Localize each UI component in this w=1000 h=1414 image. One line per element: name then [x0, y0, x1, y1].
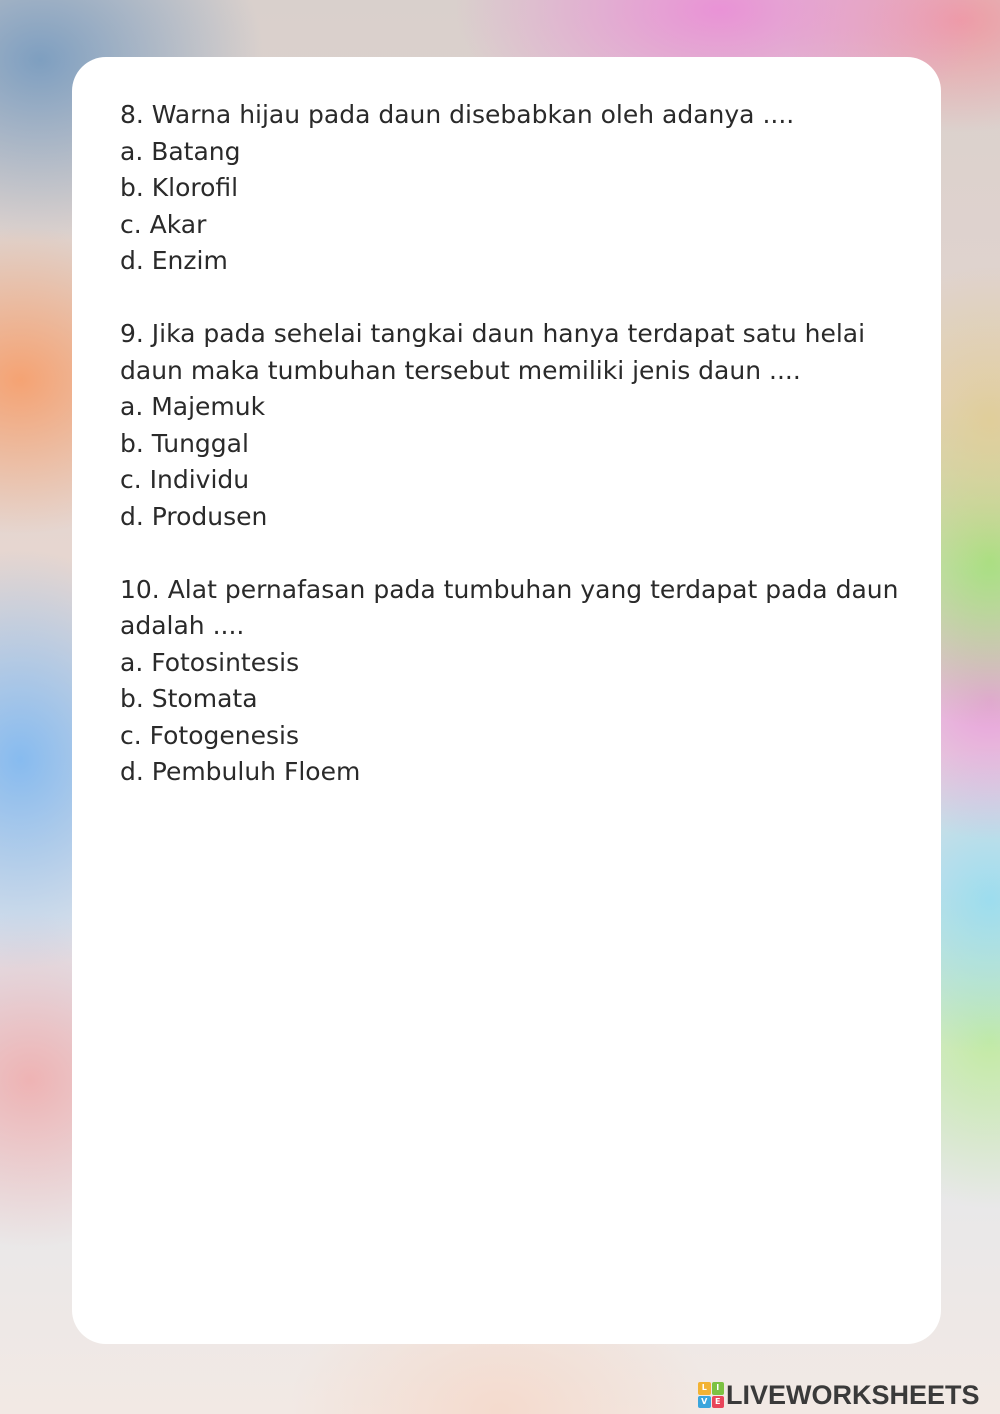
question-10-option-a: a. Fotosintesis [120, 647, 300, 677]
question-10-option-c: c. Fotogenesis [120, 720, 299, 750]
liveworksheets-logo-icon [698, 1382, 724, 1408]
question-8 [120, 97, 910, 280]
question-9-text: 9. Jika pada sehelai tangkai daun hanya terdapat satu helai daun maka tumbuhan tersebut memiliki jenis daun .... [120, 319, 866, 385]
question-8-option-c: c. Akar [120, 209, 207, 239]
logo-letter-l: L [698, 1382, 711, 1395]
logo-letter-i: I [712, 1382, 725, 1395]
question-10-text: 10. Alat pernafasan pada tumbuhan yang terdapat pada daun adalah .... [120, 574, 899, 640]
liveworksheets-brand [698, 1380, 980, 1410]
question-9-option-b: b. Tunggal [120, 428, 249, 458]
liveworksheets-wordmark: LIVEWORKSHEETS [726, 1379, 980, 1410]
question-10-option-d: d. Pembuluh Floem [120, 757, 361, 786]
question-8-option-b: b. Klorofil [120, 173, 239, 202]
question-list [120, 97, 910, 827]
question-9-option-a: a. Majemuk [120, 392, 266, 421]
question-8-option-a: a. Batang [120, 136, 241, 166]
question-8-text: 8. Warna hijau pada daun disebabkan oleh adanya .... [120, 100, 795, 129]
question-9 [120, 316, 910, 535]
logo-letter-e: E [712, 1396, 725, 1409]
question-9-option-c: c. Individu [120, 465, 250, 494]
question-10 [120, 572, 910, 791]
question-9-option-d: d. Produsen [120, 501, 268, 531]
logo-letter-v: V [698, 1396, 711, 1409]
question-10-option-b: b. Stomata [120, 684, 258, 713]
worksheet-card [72, 57, 941, 1344]
question-8-option-d: d. Enzim [120, 246, 228, 275]
